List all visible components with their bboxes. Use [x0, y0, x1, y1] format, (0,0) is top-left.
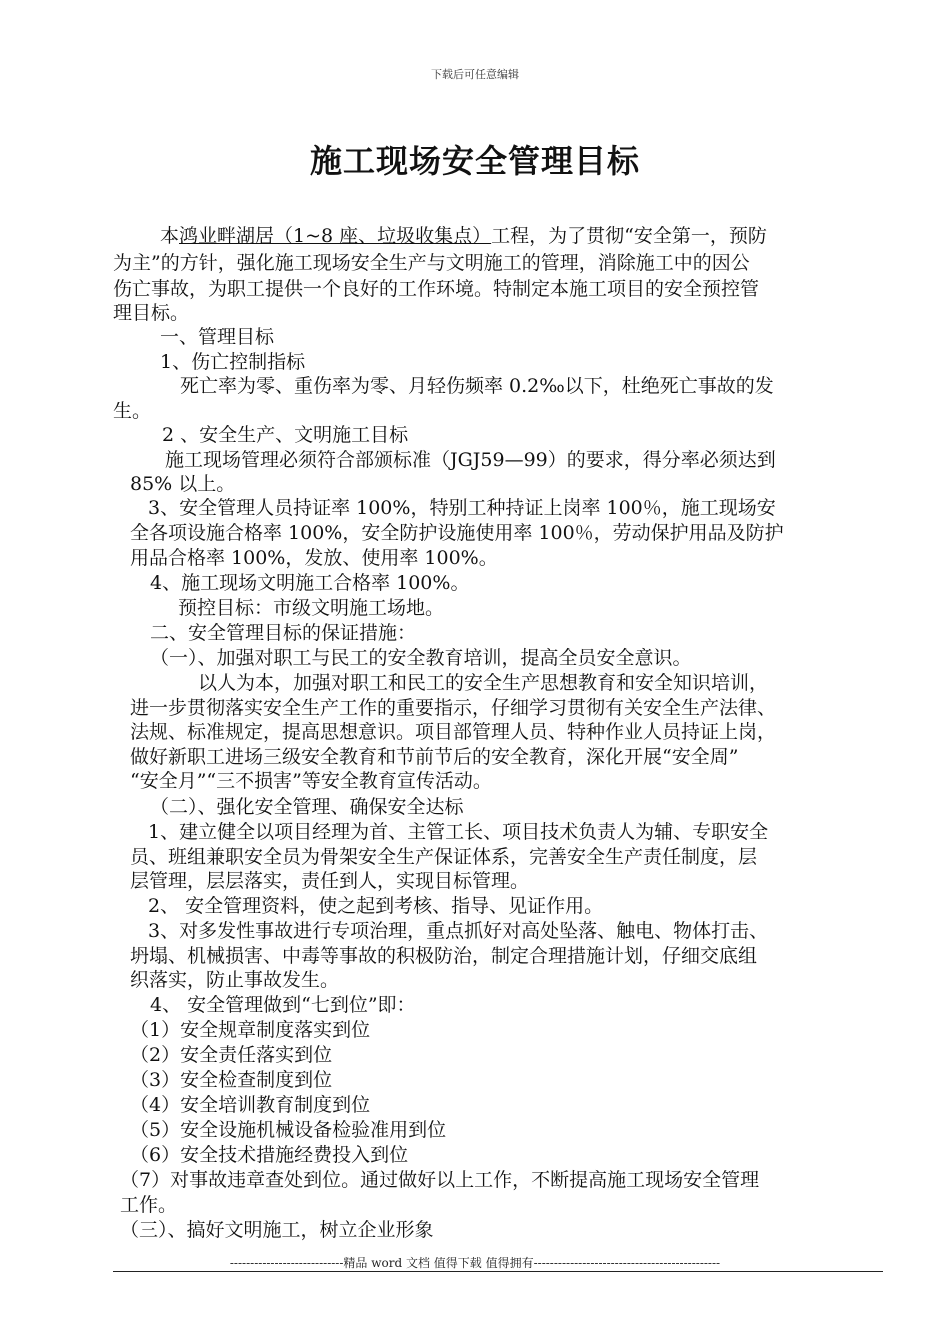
section-heading: 一、管理目标 [160, 326, 275, 348]
list-item: （2）安全责任落实到位 [130, 1044, 333, 1066]
paragraph-line: 以人为本，加强对职工和民工的安全生产思想教育和安全知识培训， [198, 672, 769, 694]
paragraph-line: 进一步贯彻落实安全生产工作的重要指示，仔细学习贯彻有关安全生产法律、 [130, 697, 777, 719]
paragraph-line: 预控目标：市级文明施工场地。 [178, 597, 445, 619]
footer-divider [113, 1271, 883, 1272]
intro-line-1 [160, 224, 767, 248]
paragraph-line: 层管理，层层落实，责任到人，实现目标管理。 [130, 870, 530, 892]
list-item: （1）安全规章制度落实到位 [130, 1019, 371, 1041]
subsection-heading: （三）、搞好文明施工，树立企业形象 [120, 1219, 434, 1241]
paragraph-line: 法规、标准规定，提高思想意识。项目部管理人员、特种作业人员持证上岗， [130, 721, 777, 743]
footer-note: ----------------------------精品 word 文档 值得下载 值得拥有---------------------------------------------- [229, 1256, 721, 1270]
page-title: 施工现场安全管理目标 [309, 142, 640, 180]
subsection-heading: （一）、加强对职工与民工的安全教育培训，提高全员安全意识。 [150, 647, 692, 669]
intro-line-2: 为主”的方针，强化施工现场安全生产与文明施工的管理，消除施工中的因公 [113, 252, 750, 274]
paragraph-line: “安全月”“三不损害”等安全教育宣传活动。 [130, 770, 492, 792]
list-item: （7）对事故违章查处到位。通过做好以上工作，不断提高施工现场安全管理 [120, 1169, 760, 1191]
paragraph-line: 4、 安全管理做到“七到位”即： [150, 994, 416, 1016]
list-item: （3）安全检查制度到位 [130, 1069, 333, 1091]
paragraph-line: 2、 安全管理资料，使之起到考核、指导、见证作用。 [148, 895, 604, 917]
subsection-heading: 2 、安全生产、文明施工目标 [162, 424, 409, 446]
subsection-heading: 1、伤亡控制指标 [160, 351, 306, 373]
intro-prefix: 本 [160, 225, 180, 247]
subsection-heading: （二）、强化安全管理、确保安全达标 [150, 796, 464, 818]
section-heading: 二、安全管理目标的保证措施： [150, 622, 417, 644]
list-item: （5）安全设施机械设备检验准用到位 [130, 1119, 447, 1141]
project-name: 鸿业畔湖居（1~8 座、垃圾收集点） [179, 225, 492, 247]
paragraph-line: 员、班组兼职安全员为骨架安全生产保证体系，完善安全生产责任制度，层 [130, 846, 758, 868]
paragraph-line: 全各项设施合格率 100%，安全防护设施使用率 100％，劳动保护用品及防护 [130, 522, 784, 544]
intro-line-4: 理目标。 [113, 302, 190, 324]
list-item: （4）安全培训教育制度到位 [130, 1094, 371, 1116]
paragraph-line: 织落实，防止事故发生。 [130, 969, 340, 991]
paragraph-line: 坍塌、机械损害、中毒等事故的积极防治，制定合理措施计划，仔细交底组 [130, 945, 758, 967]
paragraph-line: 生。 [113, 400, 152, 422]
paragraph-line: 做好新职工进场三级安全教育和节前节后的安全教育，深化开展“安全周” [130, 746, 739, 768]
list-item: （6）安全技术措施经费投入到位 [130, 1144, 409, 1166]
paragraph-line: 用品合格率 100%，发放、使用率 100%。 [130, 547, 498, 569]
paragraph-line: 85% 以上。 [130, 473, 236, 495]
paragraph-line: 3、安全管理人员持证率 100%，特别工种持证上岗率 100％，施工现场安 [148, 497, 776, 519]
intro-line-1-rest: 工程，为了贯彻“安全第一，预防 [491, 225, 767, 247]
paragraph-line: 施工现场管理必须符合部颁标准（JGJ59—99）的要求，得分率必须达到 [165, 449, 776, 471]
paragraph-line: 死亡率为零、重伤率为零、月轻伤频率 0.2‰以下，杜绝死亡事故的发 [180, 375, 774, 397]
paragraph-line: 1、建立健全以项目经理为首、主管工长、项目技术负责人为辅、专职安全 [148, 821, 769, 843]
header-note: 下载后可任意编辑 [431, 68, 519, 81]
paragraph-line: 工作。 [120, 1194, 178, 1216]
paragraph-line: 3、对多发性事故进行专项治理，重点抓好对高处坠落、触电、物体打击、 [148, 920, 769, 942]
paragraph-line: 4、施工现场文明施工合格率 100%。 [150, 572, 470, 594]
intro-line-3: 伤亡事故，为职工提供一个良好的工作环境。特制定本施工项目的安全预控管 [113, 278, 760, 300]
